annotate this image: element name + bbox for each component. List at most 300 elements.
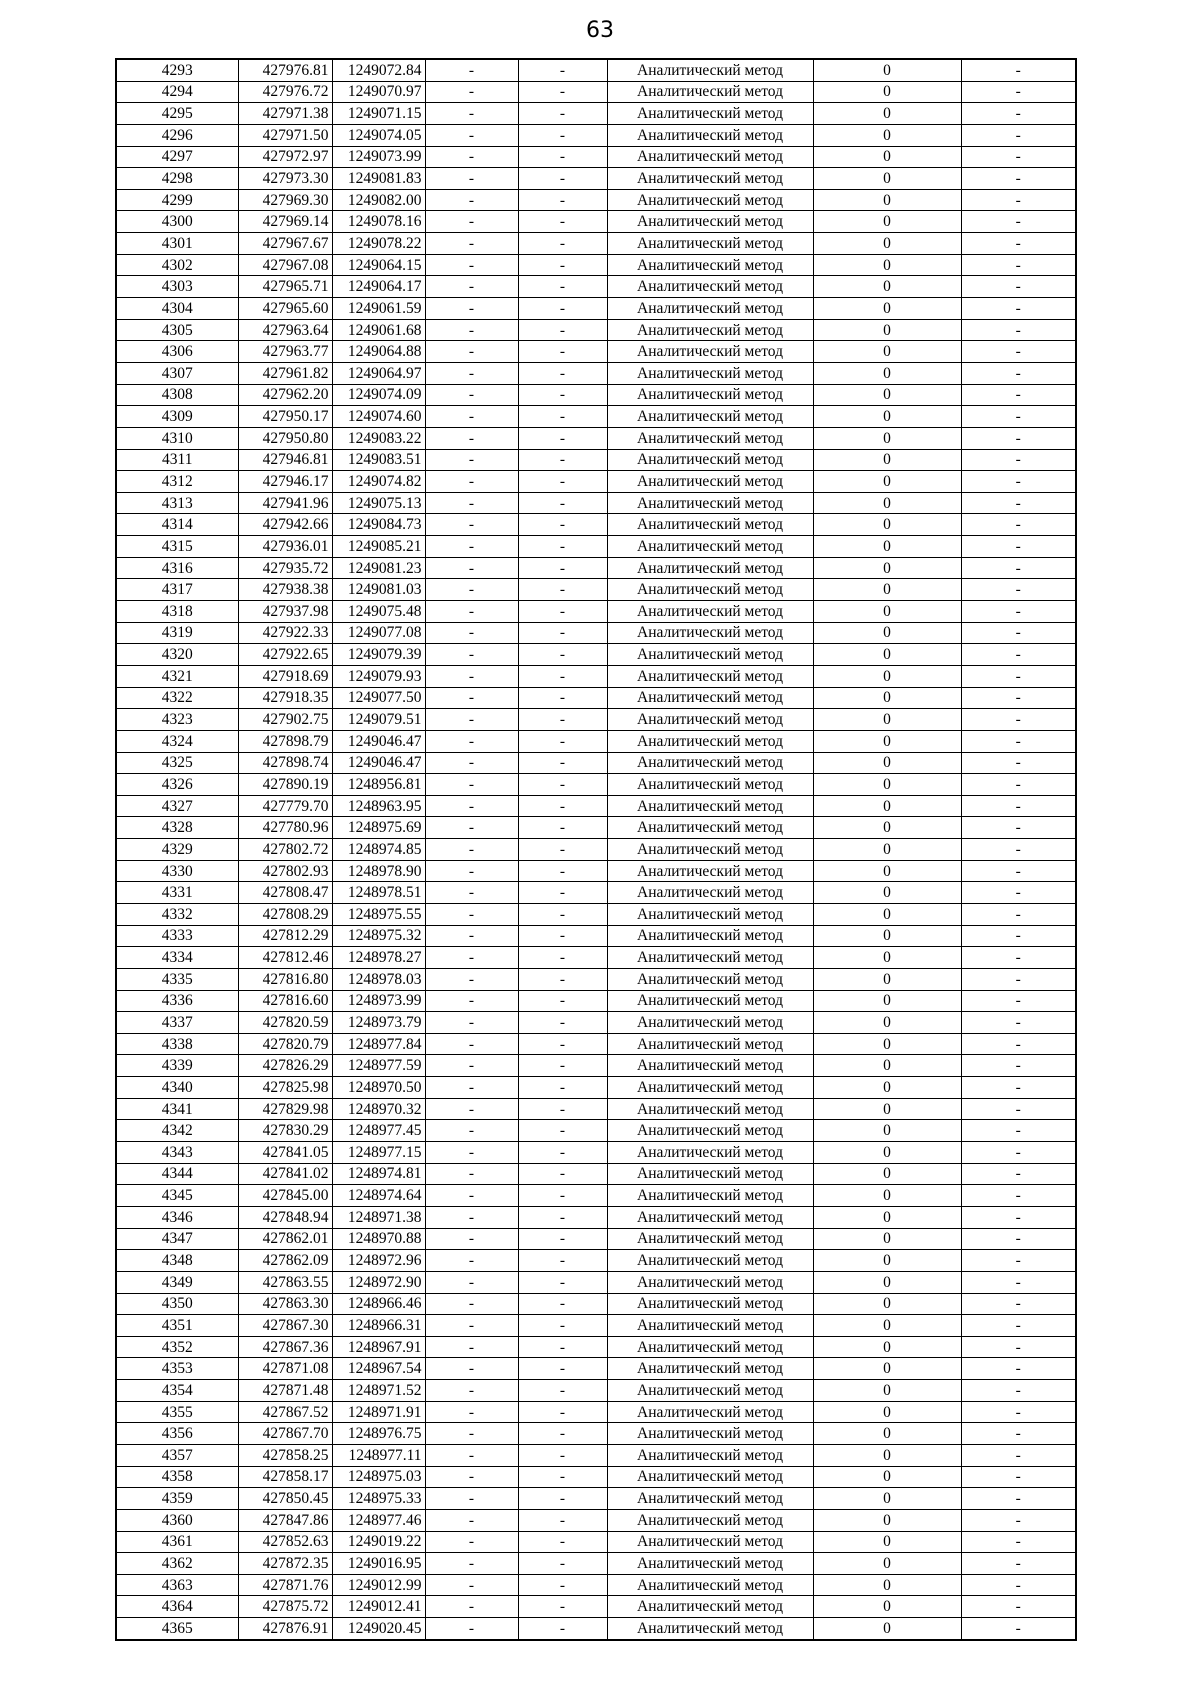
point-number-cell: 4362 (116, 1553, 238, 1575)
method-cell: Аналитический метод (607, 903, 813, 925)
x-coordinate-cell: 427950.17 (238, 406, 332, 428)
dash-cell-2: - (518, 644, 607, 666)
dash-cell-2: - (518, 1445, 607, 1467)
table-row (116, 1033, 1076, 1055)
dash-cell-2: - (518, 298, 607, 320)
point-number-cell: 4294 (116, 81, 238, 103)
dash-cell-1: - (425, 557, 518, 579)
accuracy-cell: 0 (813, 1488, 961, 1510)
accuracy-cell: 0 (813, 557, 961, 579)
dash-cell-2: - (518, 1574, 607, 1596)
method-cell: Аналитический метод (607, 817, 813, 839)
x-coordinate-cell: 427950.80 (238, 427, 332, 449)
table-row (116, 1077, 1076, 1099)
method-cell: Аналитический метод (607, 1293, 813, 1315)
table-row (116, 1618, 1076, 1640)
table-row (116, 665, 1076, 687)
dash-cell-1: - (425, 1531, 518, 1553)
accuracy-cell: 0 (813, 254, 961, 276)
point-number-cell: 4345 (116, 1185, 238, 1207)
method-cell: Аналитический метод (607, 168, 813, 190)
y-coordinate-cell: 1249074.82 (332, 471, 425, 493)
accuracy-cell: 0 (813, 211, 961, 233)
x-coordinate-cell: 427829.98 (238, 1098, 332, 1120)
method-cell: Аналитический метод (607, 427, 813, 449)
dash-cell-2: - (518, 103, 607, 125)
accuracy-cell: 0 (813, 1596, 961, 1618)
method-cell: Аналитический метод (607, 536, 813, 558)
y-coordinate-cell: 1248971.38 (332, 1206, 425, 1228)
accuracy-cell: 0 (813, 427, 961, 449)
y-coordinate-cell: 1249075.48 (332, 601, 425, 623)
table-row (116, 471, 1076, 493)
dash-cell-2: - (518, 1228, 607, 1250)
accuracy-cell: 0 (813, 1574, 961, 1596)
dash-cell-1: - (425, 925, 518, 947)
dash-cell-1: - (425, 947, 518, 969)
dash-cell-1: - (425, 1055, 518, 1077)
method-cell: Аналитический метод (607, 341, 813, 363)
dash-cell-1: - (425, 1012, 518, 1034)
dash-cell-2: - (518, 925, 607, 947)
dash-cell-1: - (425, 59, 518, 81)
dash-cell-3: - (961, 947, 1076, 969)
method-cell: Аналитический метод (607, 254, 813, 276)
dash-cell-2: - (518, 1185, 607, 1207)
table-row (116, 1163, 1076, 1185)
point-number-cell: 4302 (116, 254, 238, 276)
dash-cell-2: - (518, 1012, 607, 1034)
method-cell: Аналитический метод (607, 1055, 813, 1077)
dash-cell-1: - (425, 1271, 518, 1293)
table-row (116, 1531, 1076, 1553)
dash-cell-1: - (425, 817, 518, 839)
y-coordinate-cell: 1249046.47 (332, 730, 425, 752)
accuracy-cell: 0 (813, 103, 961, 125)
table-row (116, 839, 1076, 861)
dash-cell-3: - (961, 752, 1076, 774)
dash-cell-2: - (518, 1098, 607, 1120)
y-coordinate-cell: 1248974.64 (332, 1185, 425, 1207)
table-row (116, 59, 1076, 81)
y-coordinate-cell: 1249079.93 (332, 665, 425, 687)
dash-cell-3: - (961, 233, 1076, 255)
table-row (116, 124, 1076, 146)
dash-cell-2: - (518, 1055, 607, 1077)
dash-cell-1: - (425, 990, 518, 1012)
method-cell: Аналитический метод (607, 124, 813, 146)
y-coordinate-cell: 1249072.84 (332, 59, 425, 81)
dash-cell-2: - (518, 1509, 607, 1531)
y-coordinate-cell: 1248970.32 (332, 1098, 425, 1120)
x-coordinate-cell: 427816.80 (238, 968, 332, 990)
dash-cell-2: - (518, 1358, 607, 1380)
dash-cell-2: - (518, 1163, 607, 1185)
dash-cell-1: - (425, 449, 518, 471)
accuracy-cell: 0 (813, 146, 961, 168)
dash-cell-3: - (961, 990, 1076, 1012)
accuracy-cell: 0 (813, 601, 961, 623)
dash-cell-2: - (518, 1423, 607, 1445)
dash-cell-2: - (518, 990, 607, 1012)
y-coordinate-cell: 1249071.15 (332, 103, 425, 125)
x-coordinate-cell: 427963.64 (238, 319, 332, 341)
dash-cell-3: - (961, 687, 1076, 709)
dash-cell-3: - (961, 341, 1076, 363)
accuracy-cell: 0 (813, 1315, 961, 1337)
table-row (116, 1293, 1076, 1315)
table-row (116, 752, 1076, 774)
accuracy-cell: 0 (813, 1228, 961, 1250)
dash-cell-1: - (425, 514, 518, 536)
dash-cell-3: - (961, 1315, 1076, 1337)
accuracy-cell: 0 (813, 730, 961, 752)
dash-cell-1: - (425, 1185, 518, 1207)
dash-cell-1: - (425, 1120, 518, 1142)
dash-cell-3: - (961, 189, 1076, 211)
y-coordinate-cell: 1249061.59 (332, 298, 425, 320)
dash-cell-1: - (425, 968, 518, 990)
x-coordinate-cell: 427812.46 (238, 947, 332, 969)
table-row (116, 536, 1076, 558)
y-coordinate-cell: 1249083.51 (332, 449, 425, 471)
method-cell: Аналитический метод (607, 687, 813, 709)
table-row (116, 925, 1076, 947)
accuracy-cell: 0 (813, 644, 961, 666)
accuracy-cell: 0 (813, 536, 961, 558)
dash-cell-2: - (518, 1380, 607, 1402)
table-row (116, 1271, 1076, 1293)
dash-cell-2: - (518, 514, 607, 536)
accuracy-cell: 0 (813, 1553, 961, 1575)
point-number-cell: 4322 (116, 687, 238, 709)
dash-cell-1: - (425, 795, 518, 817)
x-coordinate-cell: 427808.47 (238, 882, 332, 904)
x-coordinate-cell: 427890.19 (238, 774, 332, 796)
dash-cell-3: - (961, 1531, 1076, 1553)
coordinates-table (115, 58, 1077, 1641)
dash-cell-2: - (518, 146, 607, 168)
point-number-cell: 4356 (116, 1423, 238, 1445)
dash-cell-3: - (961, 124, 1076, 146)
point-number-cell: 4342 (116, 1120, 238, 1142)
dash-cell-1: - (425, 146, 518, 168)
method-cell: Аналитический метод (607, 882, 813, 904)
method-cell: Аналитический метод (607, 1401, 813, 1423)
point-number-cell: 4313 (116, 492, 238, 514)
table-row (116, 1401, 1076, 1423)
dash-cell-1: - (425, 1574, 518, 1596)
dash-cell-3: - (961, 1618, 1076, 1640)
table-row (116, 492, 1076, 514)
dash-cell-1: - (425, 882, 518, 904)
x-coordinate-cell: 427922.65 (238, 644, 332, 666)
x-coordinate-cell: 427976.72 (238, 81, 332, 103)
method-cell: Аналитический метод (607, 579, 813, 601)
point-number-cell: 4328 (116, 817, 238, 839)
table-row (116, 601, 1076, 623)
accuracy-cell: 0 (813, 1358, 961, 1380)
dash-cell-2: - (518, 1531, 607, 1553)
dash-cell-1: - (425, 124, 518, 146)
x-coordinate-cell: 427830.29 (238, 1120, 332, 1142)
method-cell: Аналитический метод (607, 1142, 813, 1164)
y-coordinate-cell: 1248975.03 (332, 1466, 425, 1488)
table-row (116, 687, 1076, 709)
point-number-cell: 4363 (116, 1574, 238, 1596)
accuracy-cell: 0 (813, 795, 961, 817)
x-coordinate-cell: 427941.96 (238, 492, 332, 514)
dash-cell-1: - (425, 1596, 518, 1618)
x-coordinate-cell: 427972.97 (238, 146, 332, 168)
dash-cell-2: - (518, 1336, 607, 1358)
y-coordinate-cell: 1249077.08 (332, 622, 425, 644)
x-coordinate-cell: 427935.72 (238, 557, 332, 579)
dash-cell-2: - (518, 211, 607, 233)
dash-cell-1: - (425, 168, 518, 190)
dash-cell-2: - (518, 81, 607, 103)
point-number-cell: 4317 (116, 579, 238, 601)
y-coordinate-cell: 1248977.45 (332, 1120, 425, 1142)
table-row (116, 1120, 1076, 1142)
dash-cell-3: - (961, 1077, 1076, 1099)
method-cell: Аналитический метод (607, 1445, 813, 1467)
dash-cell-3: - (961, 1488, 1076, 1510)
dash-cell-3: - (961, 839, 1076, 861)
table-row (116, 1012, 1076, 1034)
dash-cell-2: - (518, 254, 607, 276)
table-row (116, 1509, 1076, 1531)
y-coordinate-cell: 1248974.81 (332, 1163, 425, 1185)
dash-cell-3: - (961, 384, 1076, 406)
y-coordinate-cell: 1248974.85 (332, 839, 425, 861)
dash-cell-1: - (425, 254, 518, 276)
y-coordinate-cell: 1249082.00 (332, 189, 425, 211)
table-row (116, 103, 1076, 125)
dash-cell-3: - (961, 471, 1076, 493)
table-row (116, 644, 1076, 666)
method-cell: Аналитический метод (607, 1596, 813, 1618)
accuracy-cell: 0 (813, 1098, 961, 1120)
y-coordinate-cell: 1248967.91 (332, 1336, 425, 1358)
dash-cell-3: - (961, 1098, 1076, 1120)
x-coordinate-cell: 427820.59 (238, 1012, 332, 1034)
table-row (116, 903, 1076, 925)
table-row (116, 233, 1076, 255)
method-cell: Аналитический метод (607, 557, 813, 579)
dash-cell-3: - (961, 427, 1076, 449)
method-cell: Аналитический метод (607, 947, 813, 969)
dash-cell-3: - (961, 622, 1076, 644)
dash-cell-2: - (518, 882, 607, 904)
x-coordinate-cell: 427780.96 (238, 817, 332, 839)
dash-cell-3: - (961, 406, 1076, 428)
x-coordinate-cell: 427858.17 (238, 1466, 332, 1488)
dash-cell-1: - (425, 1315, 518, 1337)
y-coordinate-cell: 1248975.33 (332, 1488, 425, 1510)
table-row (116, 860, 1076, 882)
dash-cell-2: - (518, 168, 607, 190)
y-coordinate-cell: 1249012.99 (332, 1574, 425, 1596)
dash-cell-2: - (518, 752, 607, 774)
point-number-cell: 4340 (116, 1077, 238, 1099)
dash-cell-2: - (518, 471, 607, 493)
x-coordinate-cell: 427850.45 (238, 1488, 332, 1510)
x-coordinate-cell: 427961.82 (238, 362, 332, 384)
dash-cell-1: - (425, 233, 518, 255)
accuracy-cell: 0 (813, 1077, 961, 1099)
dash-cell-3: - (961, 1250, 1076, 1272)
dash-cell-1: - (425, 860, 518, 882)
table-row (116, 1596, 1076, 1618)
dash-cell-2: - (518, 687, 607, 709)
dash-cell-2: - (518, 817, 607, 839)
dash-cell-2: - (518, 860, 607, 882)
point-number-cell: 4357 (116, 1445, 238, 1467)
dash-cell-1: - (425, 384, 518, 406)
accuracy-cell: 0 (813, 124, 961, 146)
point-number-cell: 4343 (116, 1142, 238, 1164)
table-row (116, 384, 1076, 406)
x-coordinate-cell: 427802.93 (238, 860, 332, 882)
accuracy-cell: 0 (813, 1033, 961, 1055)
dash-cell-2: - (518, 233, 607, 255)
point-number-cell: 4297 (116, 146, 238, 168)
method-cell: Аналитический метод (607, 233, 813, 255)
dash-cell-3: - (961, 1120, 1076, 1142)
x-coordinate-cell: 427867.36 (238, 1336, 332, 1358)
dash-cell-2: - (518, 709, 607, 731)
dash-cell-2: - (518, 189, 607, 211)
dash-cell-1: - (425, 1488, 518, 1510)
accuracy-cell: 0 (813, 1271, 961, 1293)
point-number-cell: 4348 (116, 1250, 238, 1272)
method-cell: Аналитический метод (607, 752, 813, 774)
dash-cell-3: - (961, 211, 1076, 233)
method-cell: Аналитический метод (607, 1553, 813, 1575)
y-coordinate-cell: 1248966.46 (332, 1293, 425, 1315)
accuracy-cell: 0 (813, 449, 961, 471)
dash-cell-3: - (961, 254, 1076, 276)
accuracy-cell: 0 (813, 1293, 961, 1315)
point-number-cell: 4324 (116, 730, 238, 752)
dash-cell-2: - (518, 601, 607, 623)
y-coordinate-cell: 1248977.11 (332, 1445, 425, 1467)
accuracy-cell: 0 (813, 1120, 961, 1142)
y-coordinate-cell: 1248973.99 (332, 990, 425, 1012)
point-number-cell: 4347 (116, 1228, 238, 1250)
accuracy-cell: 0 (813, 1250, 961, 1272)
x-coordinate-cell: 427871.08 (238, 1358, 332, 1380)
point-number-cell: 4312 (116, 471, 238, 493)
point-number-cell: 4308 (116, 384, 238, 406)
point-number-cell: 4333 (116, 925, 238, 947)
accuracy-cell: 0 (813, 1185, 961, 1207)
dash-cell-2: - (518, 1618, 607, 1640)
method-cell: Аналитический метод (607, 860, 813, 882)
table-row (116, 211, 1076, 233)
y-coordinate-cell: 1249074.60 (332, 406, 425, 428)
y-coordinate-cell: 1248977.59 (332, 1055, 425, 1077)
method-cell: Аналитический метод (607, 146, 813, 168)
dash-cell-2: - (518, 406, 607, 428)
x-coordinate-cell: 427871.76 (238, 1574, 332, 1596)
y-coordinate-cell: 1249085.21 (332, 536, 425, 558)
point-number-cell: 4303 (116, 276, 238, 298)
dash-cell-3: - (961, 968, 1076, 990)
dash-cell-3: - (961, 579, 1076, 601)
y-coordinate-cell: 1248971.52 (332, 1380, 425, 1402)
method-cell: Аналитический метод (607, 449, 813, 471)
accuracy-cell: 0 (813, 882, 961, 904)
table-row (116, 1466, 1076, 1488)
x-coordinate-cell: 427845.00 (238, 1185, 332, 1207)
dash-cell-2: - (518, 903, 607, 925)
point-number-cell: 4354 (116, 1380, 238, 1402)
accuracy-cell: 0 (813, 1423, 961, 1445)
dash-cell-2: - (518, 1466, 607, 1488)
y-coordinate-cell: 1249073.99 (332, 146, 425, 168)
y-coordinate-cell: 1249078.16 (332, 211, 425, 233)
table-row (116, 319, 1076, 341)
table-row (116, 709, 1076, 731)
table-row (116, 1228, 1076, 1250)
table-row (116, 1098, 1076, 1120)
method-cell: Аналитический метод (607, 1206, 813, 1228)
dash-cell-2: - (518, 1271, 607, 1293)
dash-cell-3: - (961, 774, 1076, 796)
method-cell: Аналитический метод (607, 622, 813, 644)
dash-cell-2: - (518, 1206, 607, 1228)
y-coordinate-cell: 1248978.51 (332, 882, 425, 904)
dash-cell-3: - (961, 817, 1076, 839)
accuracy-cell: 0 (813, 687, 961, 709)
point-number-cell: 4336 (116, 990, 238, 1012)
dash-cell-1: - (425, 1077, 518, 1099)
y-coordinate-cell: 1248966.31 (332, 1315, 425, 1337)
point-number-cell: 4293 (116, 59, 238, 81)
dash-cell-1: - (425, 319, 518, 341)
x-coordinate-cell: 427871.48 (238, 1380, 332, 1402)
y-coordinate-cell: 1248975.32 (332, 925, 425, 947)
accuracy-cell: 0 (813, 968, 961, 990)
accuracy-cell: 0 (813, 384, 961, 406)
dash-cell-3: - (961, 903, 1076, 925)
dash-cell-3: - (961, 1055, 1076, 1077)
dash-cell-2: - (518, 1120, 607, 1142)
y-coordinate-cell: 1248977.15 (332, 1142, 425, 1164)
dash-cell-3: - (961, 1185, 1076, 1207)
dash-cell-1: - (425, 1293, 518, 1315)
x-coordinate-cell: 427962.20 (238, 384, 332, 406)
point-number-cell: 4300 (116, 211, 238, 233)
point-number-cell: 4330 (116, 860, 238, 882)
y-coordinate-cell: 1248978.03 (332, 968, 425, 990)
x-coordinate-cell: 427967.08 (238, 254, 332, 276)
point-number-cell: 4314 (116, 514, 238, 536)
y-coordinate-cell: 1249081.03 (332, 579, 425, 601)
dash-cell-3: - (961, 601, 1076, 623)
x-coordinate-cell: 427867.52 (238, 1401, 332, 1423)
dash-cell-1: - (425, 1618, 518, 1640)
x-coordinate-cell: 427825.98 (238, 1077, 332, 1099)
dash-cell-1: - (425, 1098, 518, 1120)
table-row (116, 514, 1076, 536)
dash-cell-1: - (425, 211, 518, 233)
dash-cell-3: - (961, 319, 1076, 341)
table-row (116, 1185, 1076, 1207)
dash-cell-2: - (518, 557, 607, 579)
